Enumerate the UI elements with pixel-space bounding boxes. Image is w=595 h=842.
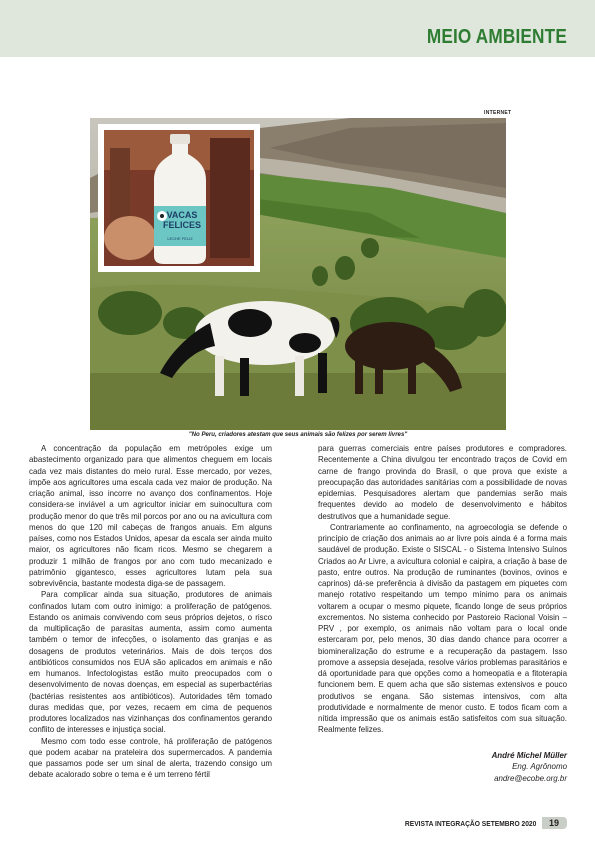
paragraph: Contrariamente ao confinamento, na agroecologia se defende o princípio de criação dos animais ao ar livre pois ainda é a forma mais saudável de produção. Existe o SISCAL - o Sistema Intensivo Suínos Criados ao Ar Livre, a avicultura colonial e caipira, a criação à base de pasto, entre outros. Na produção de ruminantes (bovinos, ovinos e caprinos) dá-se preferência à divisão da pastagem em piquetes com manejo rotativo respeitando um tempo mínimo para os animais voltarem a ocupar o mesmo piquete, ficando longe de seus próprios excrementos. No sistema conhecido por Pastoreio Racional Voisin – PRV , por exemplo, os animais não voltam para o local onde estercaram por, pelo menos, 30 dias dando chance para ocorrer a biomineralização do estrume e a recuperação da pastagem. Isso promove a assepsia desejada, resolve vários problemas parasitários e dá oportunidade para que opções como a homeopatia e a fitoterapia funcionem bem. E quem acha que são sistemas extensivos e pouco produtivos se engana. São sistemas intensivos, com alta produtividade e normalmente de menor custo. E todos ficam com a nítida impressão que os animais estão satisfeitos com sua situação. Realmente felizes. — [318, 522, 567, 735]
author-title: Eng. Agrônomo — [512, 762, 567, 771]
page-number: 19 — [542, 817, 567, 829]
article-column-left — [29, 443, 272, 781]
photo-credit: INTERNET — [484, 110, 512, 116]
author-email[interactable]: andre@ecobe.org.br — [494, 773, 567, 783]
bottle-label-small: LECHE FELIZ — [167, 236, 193, 241]
author-signature — [318, 750, 567, 785]
article-column-right — [318, 443, 567, 784]
bottle-label-line2: FELICES — [162, 220, 202, 230]
photo-caption: "No Peru, criadores atestam que seus animais são felizes por serem livres" — [188, 431, 408, 438]
paragraph: para guerras comerciais entre países produtores e compradores. Recentemente a China divulgou ter encontrado traços de Covid em carne de frango provinda do Brasil, o que prova que existe a preocupação das autoridades sanitárias com a possibilidade de novas epidemias. Pesquisadores alertam que pandemias serão mais frequentes devido ao modelo de desenvolvimento e hábitos destrutivos que a humanidade segue. — [318, 444, 567, 521]
bottle-label-line1: VACAS — [166, 210, 198, 220]
paragraph: Para complicar ainda sua situação, produtores de animais confinados lutam com outro inimigo: a proliferação de patógenos. Estando os animais convivendo com seus próprios dejetos, o risco da multiplicação de parasitas aumenta, assim como aumenta também o temor de infecções, o isolamento das granjas e as dosagens de produtos veterinários. Mais de dois terços dos antibióticos consumidos nos EUA são aplicados em animais e não em humanos. Infectologistas estão muito preocupados com o desenvolvimento de novas doenças, em especial as superbactérias (bactérias resistentes aos antibióticos). Autoridades têm tomado duras medidas que, por vezes, recaem em cima de pequenos produtores localizados nas vizinhanças dos confinamentos gerando conflito de interesses e injustiça social. — [29, 590, 272, 735]
author-name: André Michel Müller — [491, 750, 567, 760]
paragraph: A concentração da população em metrópoles exige um abastecimento organizado para que alimentos cheguem em locais cada vez mais distantes do meio rural. Esse mercado, por vezes, impõe aos agricultores uma escala cada vez maior de produção. Na criação animal, isso incorre no avanço dos confinamentos. Hoje considera-se inviável a um agricultor iniciar em suinocultura com produção menor do que três mil porcos por ano ou na avicultura com menos do que 120 mil cabeças de frangos anuais. Em alguns países, como nos Estados Unidos, apesar da escala ser ainda muito maior, os agricultores não ficam ricos. Mesmo se chegarem a produzir 1 milhão de frangos por ano com tudo mecanizado e patrimônio gigantesco, esses agricultores lutam pela sua sobrevivência, bastante modesta diga-se de passagem. — [29, 444, 272, 588]
paragraph: Mesmo com todo esse controle, há proliferação de patógenos que podem acabar na prateleira dos supermercados. A pandemia que passamos pode ser um sinal de alerta, trazendo consigo um debate acalorado sobre o tema e é um terreno fértil — [29, 736, 272, 780]
section-title: MEIO AMBIENTE — [426, 26, 567, 48]
page-footer — [387, 817, 567, 829]
article-photo — [90, 118, 506, 430]
publication-name: REVISTA INTEGRAÇÃO SETEMBRO 2020 — [404, 818, 536, 828]
